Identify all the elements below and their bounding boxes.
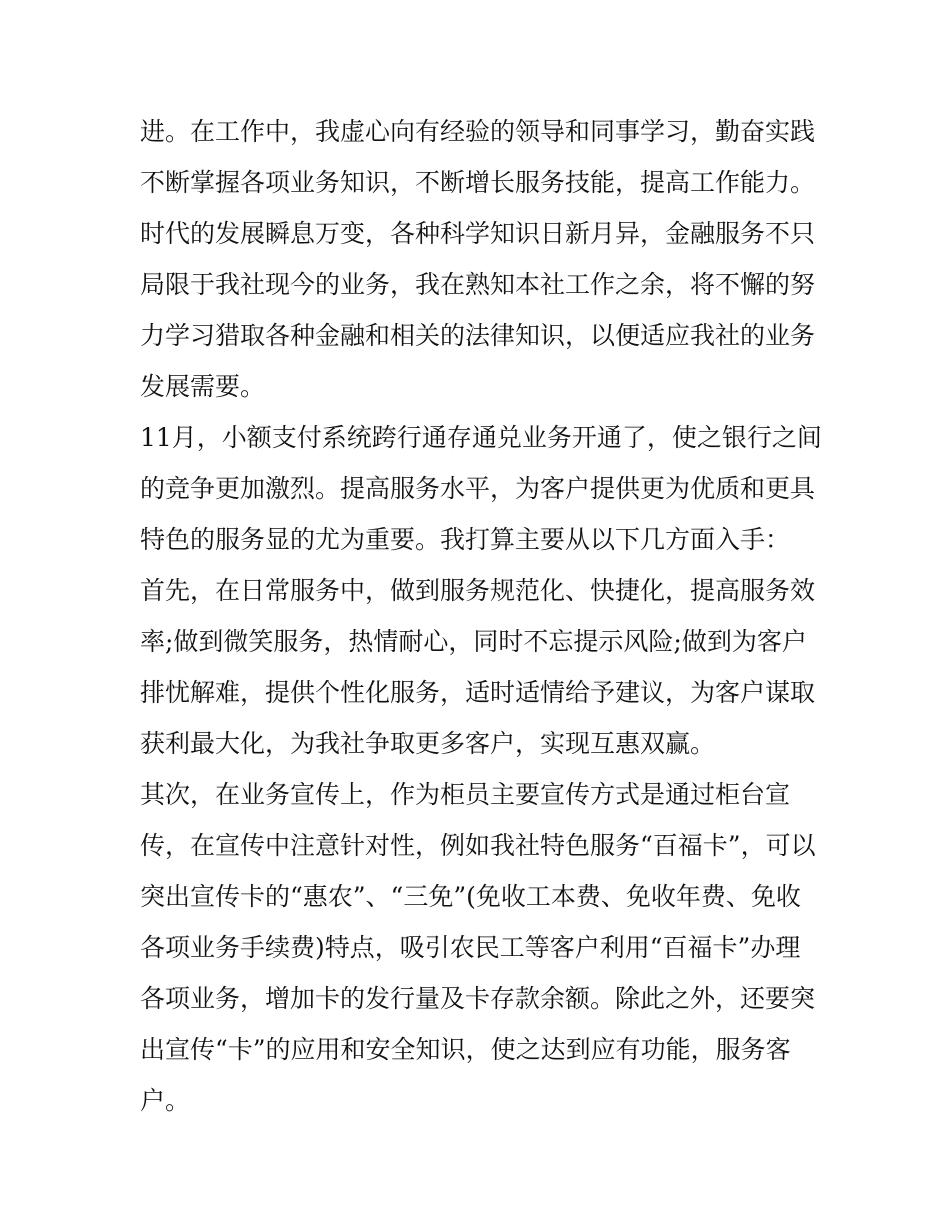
text-line: 进。在工作中，我虚心向有经验的领导和同事学习，勤奋实践 [140, 117, 816, 146]
text-line: 发展需要。 [140, 372, 266, 401]
text-line: 的竞争更加激烈。提高服务水平，为客户提供更为优质和更具 [140, 474, 816, 503]
text-line: 户。 [140, 1086, 191, 1115]
document-body [140, 106, 820, 1126]
text-line: 不断掌握各项业务知识，不断增长服务技能，提高工作能力。 [140, 168, 816, 197]
text-line: 力学习猎取各种金融和相关的法律知识，以便适应我社的业务 [140, 321, 816, 350]
text-line: 其次，在业务宣传上，作为柜员主要宣传方式是通过柜台宣 [140, 780, 791, 809]
text-line: 排忧解难，提供个性化服务，适时适情给予建议，为客户谋取 [140, 678, 816, 707]
text-line: 出宣传“卡”的应用和安全知识，使之达到应有功能，服务客 [140, 1035, 791, 1064]
text-line: 特色的服务显的尤为重要。我打算主要从以下几方面入手： [140, 525, 791, 554]
text-line: 首先，在日常服务中，做到服务规范化、快捷化，提高服务效 [140, 576, 816, 605]
text-line: 各项业务，增加卡的发行量及卡存款余额。除此之外，还要突 [140, 984, 816, 1013]
text-line: 突出宣传卡的“惠农”、“三免”(免收工本费、免收年费、免收 [140, 882, 801, 911]
text-line: 11月，小额支付系统跨行通存通兑业务开通了，使之银行之间 [140, 423, 822, 452]
text-line: 率;做到微笑服务，热情耐心，同时不忘提示风险;做到为客户 [140, 627, 807, 656]
text-line: 获利最大化，为我社争取更多客户，实现互惠双赢。 [140, 729, 716, 758]
text-line: 局限于我社现今的业务，我在熟知本社工作之余，将不懈的努 [140, 270, 816, 299]
text-line: 各项业务手续费)特点，吸引农民工等客户利用“百福卡”办理 [140, 933, 801, 962]
text-line: 传，在宣传中注意针对性，例如我社特色服务“百福卡”，可以 [140, 831, 816, 860]
text-line: 时代的发展瞬息万变，各种科学知识日新月异，金融服务不只 [140, 219, 816, 248]
